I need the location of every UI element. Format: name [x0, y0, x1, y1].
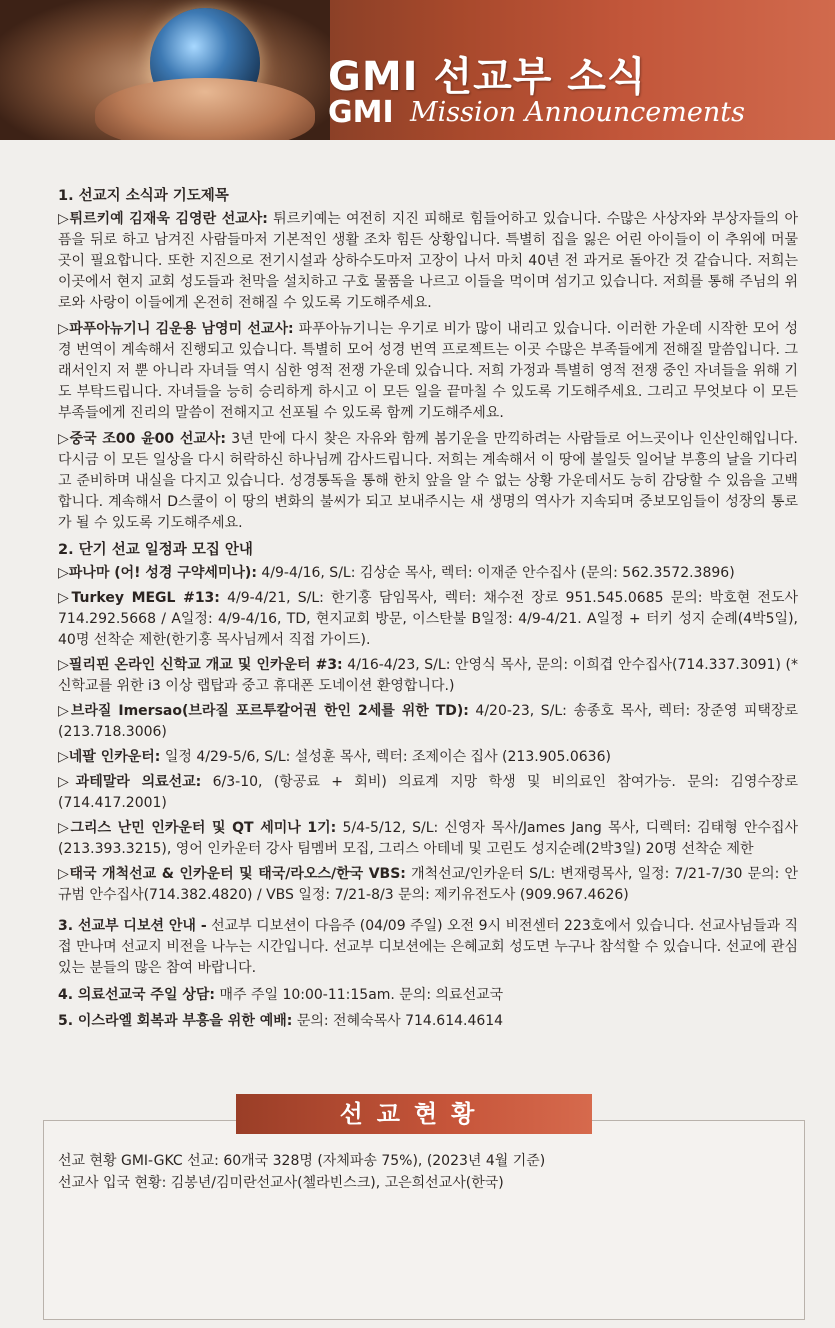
item-text: 튀르키예는 여전히 지진 피해로 힘들어하고 있습니다. 수많은 사상자와 부상자들의 아픔을 뒤로 하고 남겨진 사람들마저 기본적인 생활 조차 힘든 상황입니다. 특별히 집을 잃은 어린 아이들이 이 추위에 머물 곳이 필요합니다. 또한 지진으로 전기시설과 상하수도마저 고장이 나서 마치 40년 전 과거로 돌아간 것 같습니다. 저희는 이곳에서 현지 교회 성도들과 천막을 설치하고 구호 물품을 나르고 이들을 먹이며 섬기고 있습니다. 저희를 통해 주님의 위로와 사랑이 이들에게 온전히 전해질 수 있도록 기도해주세요. — [58, 211, 798, 311]
item-lead: ▷브라질 Imersao(브라질 포르투칼어권 한인 2세를 위한 TD): — [58, 703, 469, 719]
item-lead: ▷Turkey MEGL #13: — [58, 590, 220, 606]
item-text: 4/16-4/23, S/L: 안영식 목사, 문의: 이희겹 안수집사(714.337.3091) (*신학교를 위한 i3 이상 랩탑과 중고 휴대폰 도네이션 환영합니다.) — [58, 657, 798, 694]
item-text: 4/9-4/21, S/L: 한기홍 담임목사, 렉터: 채수전 장로 951.545.0685 문의: 박호현 전도사 714.292.5668 / A일정: 4/9-4/16, TD, 현지교회 방문, 이스탄불 B일정: 4/9-4/21. A일정 + 터키 성지 순례(4박5일), 40명 선착순 제한(한기홍 목사님께서 직접 가이드). — [58, 590, 798, 648]
status-label: 선교현황 — [236, 1094, 592, 1134]
hands-image — [95, 78, 315, 140]
prayer-item — [58, 209, 798, 314]
item-lead: ▷과테말라 의료선교: — [58, 774, 202, 790]
trip-item — [58, 864, 798, 906]
section-text: 매주 주일 10:00-11:15am. 문의: 의료선교국 — [215, 987, 504, 1003]
section-israel — [58, 1011, 798, 1032]
trip-item — [58, 655, 798, 697]
section-lead: 5. 이스라엘 회복과 부흥을 위한 예배: — [58, 1013, 293, 1029]
status-line: 선교사 입국 현황: 김봉년/김미란선교사(첼라빈스크), 고은희선교사(한국) — [58, 1175, 504, 1191]
item-text: 3년 만에 다시 찾은 자유와 함께 봄기운을 만끽하려는 사람들로 어느곳이나 인산인해입니다. 다시금 이 모든 일상을 다시 허락하신 하나님께 감사드립니다. 저희는 계속해서 이 땅에 불일듯 일어날 부흥의 날을 기다리고 준비하며 내실을 다지고 있습니다. 성경통독을 통해 한치 앞을 알 수 없는 상황 가운데서도 능히 감당할 수 있음을 고백합니다. 계속해서 D스쿨이 이 땅의 변화의 불씨가 되고 보내주시는 새 생명의 역사가 지속되며 중보모임들이 성장의 통로가 될 수 있도록 기도해주세요. — [58, 431, 798, 531]
section-text: 문의: 전혜숙목사 714.614.4614 — [292, 1013, 504, 1029]
item-text: 4/20-23, S/L: 송종호 목사, 렉터: 장준영 피택장로(213.718.3006) — [58, 703, 798, 740]
item-lead: ▷튀르키예 김재욱 김영란 선교사: — [58, 211, 268, 227]
subtitle-gmi: GMI — [328, 95, 394, 130]
section-lead: 4. 의료선교국 주일 상담: — [58, 987, 215, 1003]
section-title: 2. 단기 선교 일정과 모집 안내 — [58, 542, 253, 558]
header-banner — [0, 0, 835, 140]
section-text: 선교부 디보션이 다음주 (04/09 주일) 오전 9시 비전센터 223호에서 있습니다. 선교사님들과 직접 만나며 선교지 비전을 나누는 시간입니다. 선교부 디보션에는 은혜교회 성도면 누구나 참석할 수 있습니다. 선교에 관심있는 분들의 많은 참여 바랍니다. — [58, 918, 798, 976]
item-text: 4/9-4/16, S/L: 김상순 목사, 렉터: 이재준 안수집사 (문의: 562.3572.3896) — [256, 565, 735, 581]
item-text: 6/3-10, (항공료 + 회비) 의료계 지망 학생 및 비의료인 참여가능. 문의: 김영수장로 (714.417.2001) — [58, 774, 798, 811]
item-text: 일정 4/29-5/6, S/L: 설성훈 목사, 렉터: 조제이슨 집사 (213.905.0636) — [160, 749, 611, 765]
item-lead: ▷중국 조00 윤00 선교사: — [58, 431, 226, 447]
trip-item — [58, 747, 798, 768]
trip-item — [58, 818, 798, 860]
item-lead: ▷필리핀 온라인 신학교 개교 및 인카운터 #3: — [58, 657, 343, 673]
item-lead: ▷태국 개척선교 & 인카운터 및 태국/라오스/한국 VBS: — [58, 866, 406, 882]
page-title: GMI 선교부 소식 — [328, 54, 647, 100]
header-photo — [0, 0, 330, 140]
section-devotion — [58, 916, 798, 979]
trip-item — [58, 563, 798, 584]
section-title: 1. 선교지 소식과 기도제목 — [58, 188, 229, 204]
item-text: 파푸아뉴기니는 우기로 비가 많이 내리고 있습니다. 이러한 가운데 시작한 모어 성경 번역이 계속해서 진행되고 있습니다. 특별히 모어 성경 번역 프로젝트는 이곳 수많은 부족들에게 전해질 말씀입니다. 그래서인지 저 뿐 아니라 자녀들 역시 심한 영적 전쟁 가운데 있습니다. 저희 가정과 특별히 영적 전쟁 중인 자녀들을 위해 기도 부탁드립니다. 자녀들을 능히 승리하게 하시고 이 모든 일을 끝마칠 수 있도록 기도해주세요. 그리고 무엇보다 이 모든 부족들에게 진리의 말씀이 전해지고 선포될 수 있도록 함께 기도해주세요. — [58, 321, 798, 421]
status-line: 선교 현황 GMI-GKC 선교: 60개국 328명 (자체파송 75%), (2023년 4월 기준) — [58, 1153, 546, 1169]
item-text: 개척선교/인카운터 S/L: 변재령목사, 일정: 7/21-7/30 문의: 안규범 안수집사(714.382.4820) / VBS 일정: 7/21-8/3 문의: 제키유전도사 (909.967.4626) — [58, 866, 798, 903]
section-lead: 3. 선교부 디보션 안내 - — [58, 918, 207, 934]
section-prayer — [58, 186, 798, 534]
trip-item — [58, 772, 798, 814]
subtitle-script: Mission Announcements — [410, 97, 745, 128]
item-lead: ▷파나마 (어! 성경 구약세미나): — [58, 565, 257, 581]
item-text: 5/4-5/12, S/L: 신영자 목사/James Jang 목사, 디렉터: 김태형 안수집사 (213.393.3215), 영어 인카운터 강사 팀멤버 모집, 그리스 아테네 및 고린도 성지순례(2박3일) 20명 선착순 제한 — [58, 820, 799, 857]
prayer-item — [58, 319, 798, 424]
item-lead: ▷그리스 난민 인카운터 및 QT 세미나 1기: — [58, 820, 337, 836]
trip-item — [58, 588, 798, 651]
prayer-item — [58, 429, 798, 534]
item-lead: ▷네팔 인카운터: — [58, 749, 161, 765]
main-content — [58, 186, 798, 1037]
trip-item — [58, 701, 798, 743]
status-text — [58, 1150, 798, 1194]
item-lead: ▷파푸아뉴기니 김운용 남영미 선교사: — [58, 321, 294, 337]
section-short-term — [58, 540, 798, 906]
section-medical — [58, 985, 798, 1006]
